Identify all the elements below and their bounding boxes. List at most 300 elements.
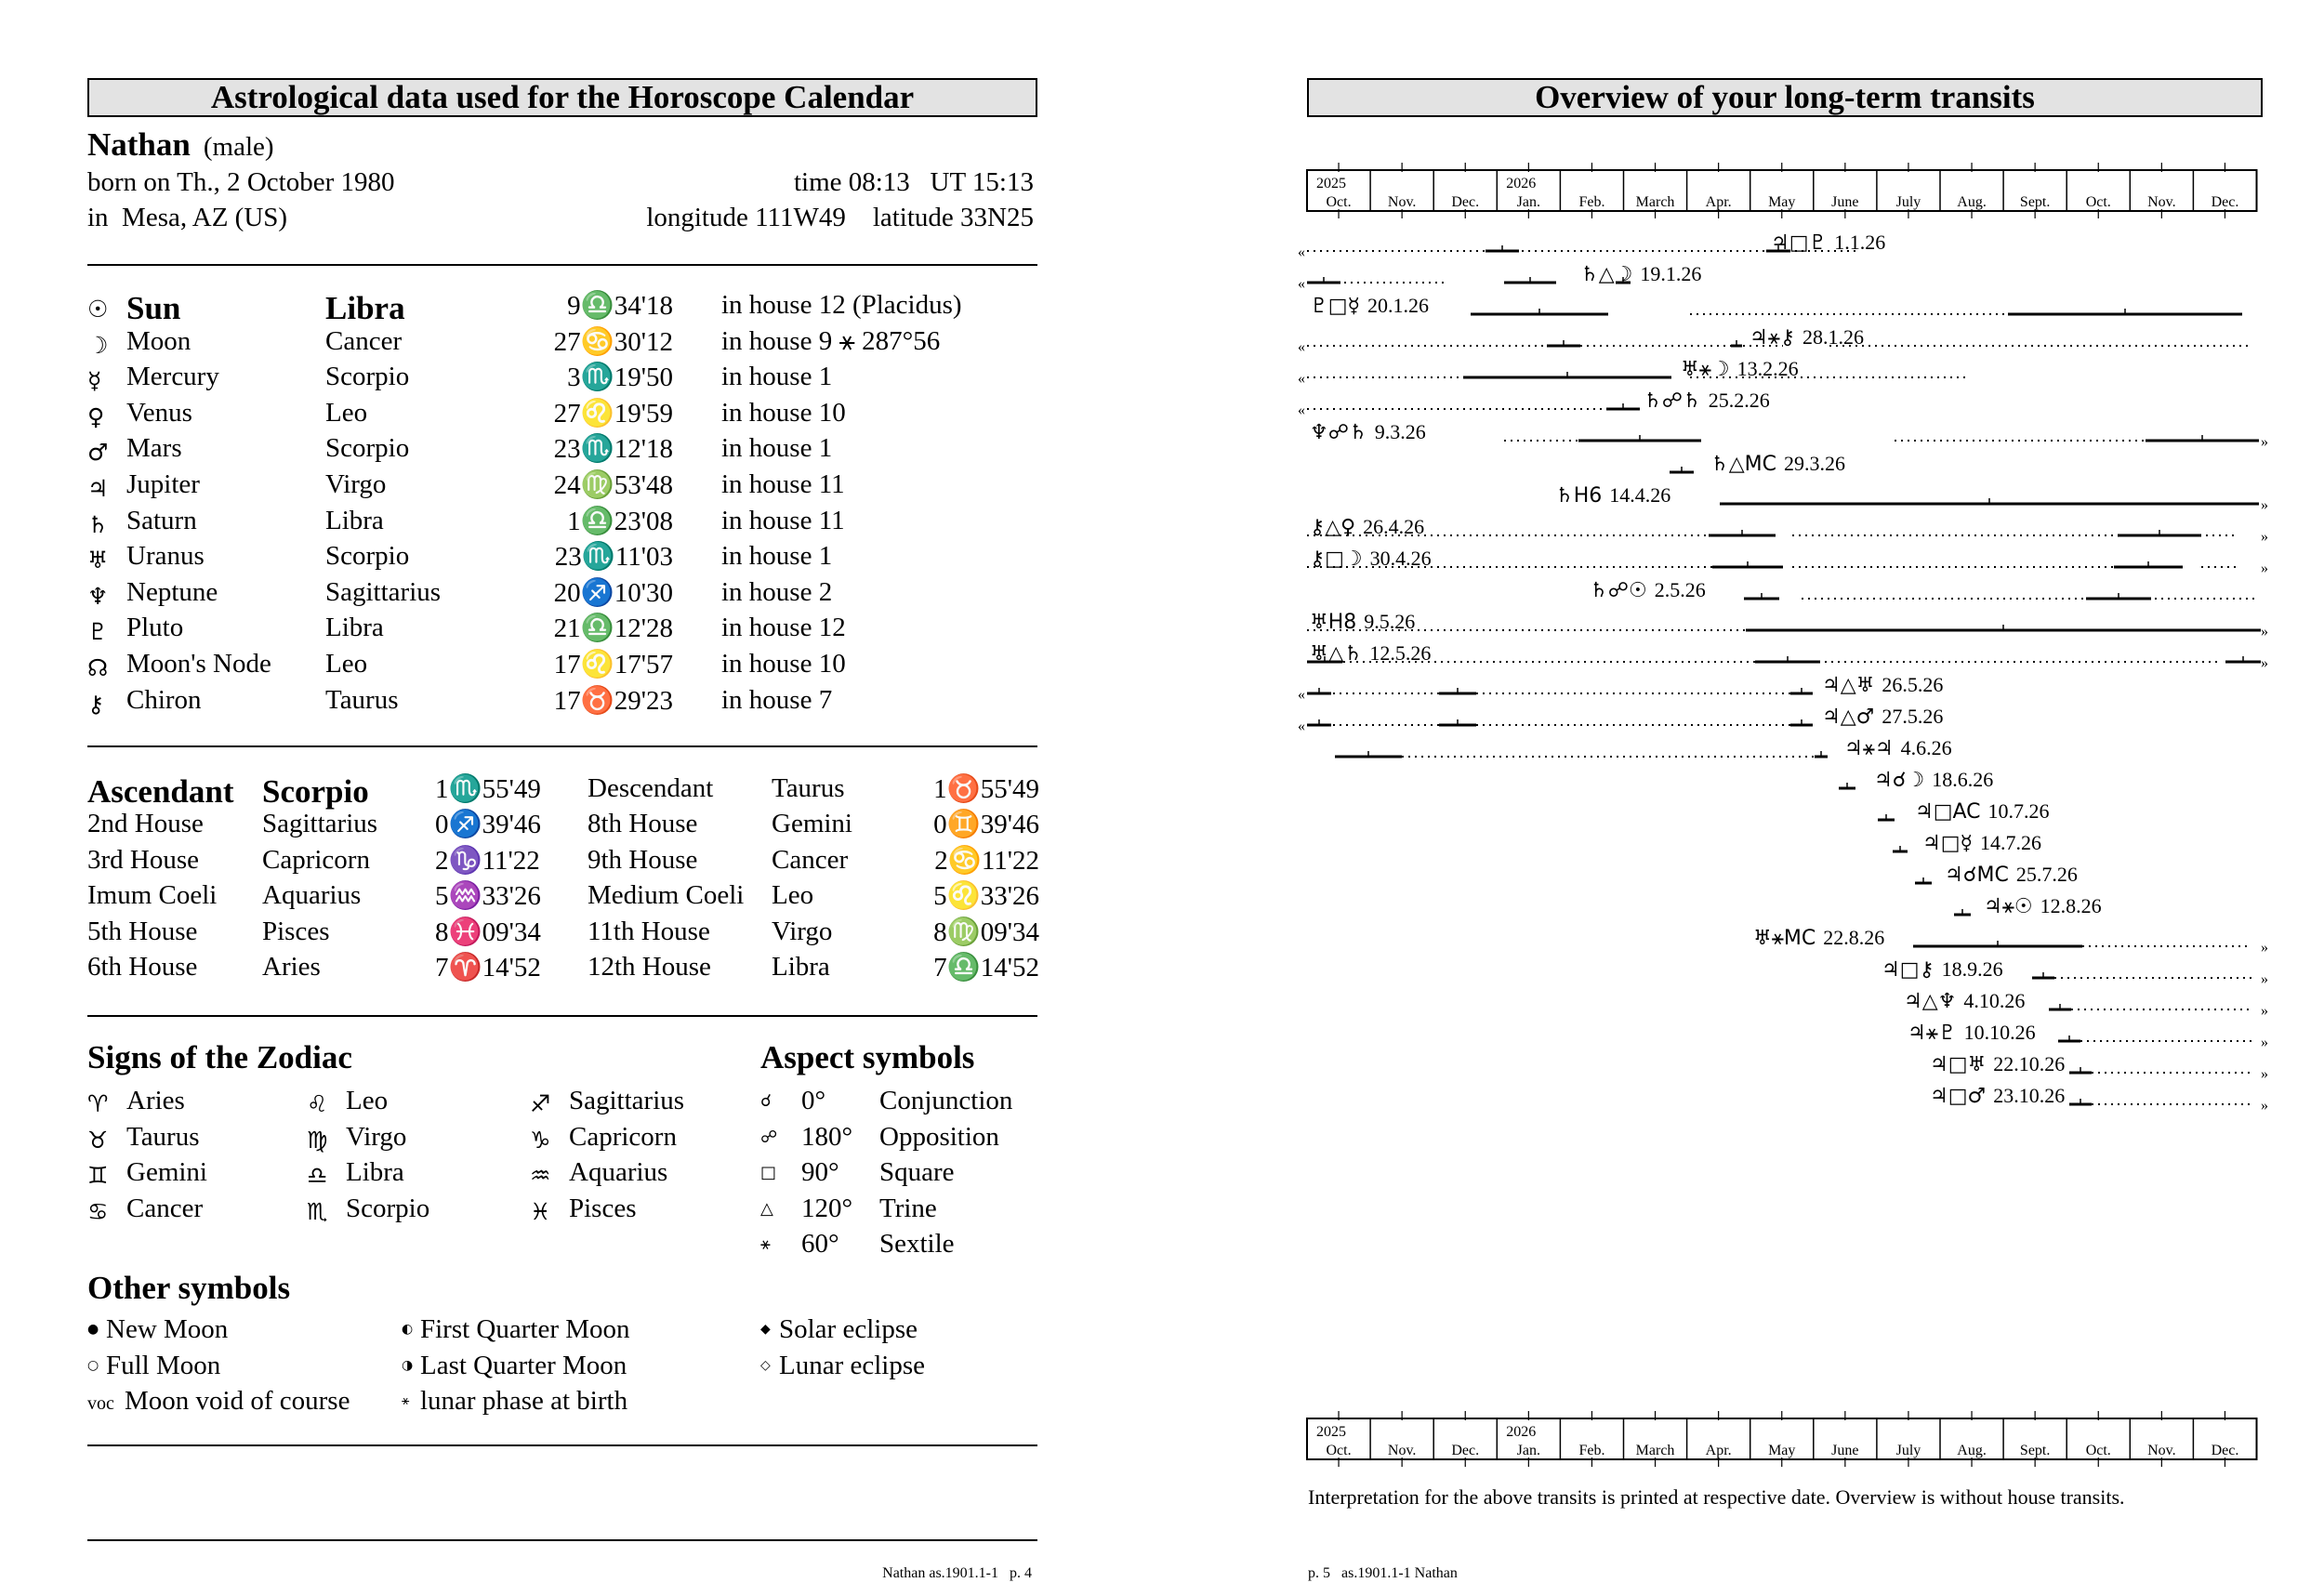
transit-label	[1930, 1052, 2065, 1076]
planet-position: 17♌17'57	[553, 650, 673, 679]
planet-sign: Libra	[325, 290, 405, 326]
planet-sign: Cancer	[325, 325, 403, 356]
house-sign-opposite: Gemini	[772, 809, 852, 839]
planet-glyph-icon: ♂	[87, 439, 109, 467]
aspect-degree: 120°	[801, 1193, 853, 1223]
year-label: 2026	[1506, 1424, 1537, 1440]
month-label: Oct.	[2085, 1443, 2111, 1458]
transit-label	[1310, 294, 1429, 318]
month-header-top	[1301, 163, 2268, 228]
continues-right-marker: »	[2261, 1066, 2268, 1082]
house-sign: Aries	[262, 952, 321, 982]
transit-label	[1904, 989, 2025, 1013]
transit-aspect-icon: ♅H8	[1310, 611, 1357, 634]
house-sign-opposite: Virgo	[772, 916, 833, 946]
transit-date: 23.10.26	[1993, 1084, 2066, 1107]
month-label: Oct.	[2085, 194, 2111, 210]
house-name-opposite: 9th House	[588, 844, 698, 875]
other-symbol-label: Lunar eclipse	[779, 1350, 926, 1380]
planet-glyph-icon: ♃	[87, 475, 109, 502]
planet-sign: Leo	[325, 649, 368, 679]
house-position: 0♐39'46	[435, 810, 541, 840]
planet-name: Mercury	[126, 362, 219, 392]
zodiac-sign-icon: ♌	[307, 1090, 328, 1117]
continues-left-marker: «	[1298, 276, 1305, 292]
month-label: Apr.	[1705, 194, 1732, 210]
house-sign: Pisces	[262, 916, 330, 946]
planet-glyph-icon: ♄	[87, 510, 109, 538]
transit-date: 26.5.26	[1882, 673, 1944, 696]
house-position-opposite: 5♌33'26	[933, 881, 1039, 912]
month-label: June	[1831, 194, 1859, 210]
transit-date: 12.8.26	[2040, 894, 2102, 917]
continues-left-marker: «	[1298, 719, 1305, 734]
other-symbol-label: Full Moon	[106, 1350, 221, 1380]
zodiac-sign-icon: ♏	[307, 1197, 328, 1225]
house-sign: Capricorn	[262, 844, 370, 875]
month-label: Feb.	[1578, 194, 1605, 210]
month-label: Dec.	[2211, 1443, 2239, 1458]
planet-sign: Libra	[325, 505, 384, 535]
house-name: 6th House	[87, 952, 198, 982]
transit-label	[1750, 325, 1864, 350]
year-label: 2025	[1316, 176, 1346, 191]
planet-glyph-icon: ♆	[87, 582, 109, 610]
continues-left-marker: «	[1298, 371, 1305, 387]
aspect-icon: △	[760, 1198, 773, 1219]
month-label: Aug.	[1957, 1443, 1987, 1458]
zodiac-sign-name: Aries	[126, 1086, 185, 1115]
other-symbol-label: lunar phase at birth	[420, 1386, 628, 1416]
planet-sign: Virgo	[325, 469, 387, 499]
planet-house: in house 1	[721, 541, 833, 572]
planet-glyph-icon: ☉	[87, 296, 109, 323]
other-symbol-label: Solar eclipse	[779, 1314, 918, 1344]
house-name-opposite: 12th House	[588, 952, 711, 982]
continues-right-marker: »	[2261, 434, 2268, 450]
house-position: 7♈14'52	[435, 953, 541, 983]
continues-left-marker: «	[1298, 402, 1305, 418]
transit-date: 18.6.26	[1932, 768, 1994, 791]
transit-label	[1310, 515, 1424, 539]
planet-house: in house 10	[721, 649, 846, 679]
planet-house: in house 1	[721, 433, 833, 464]
transit-label	[1822, 705, 1943, 729]
planet-sign: Leo	[325, 397, 368, 428]
planet-glyph-icon: ☿	[87, 367, 102, 395]
planet-sign: Sagittarius	[325, 576, 442, 607]
transit-date: 10.10.26	[1963, 1021, 2036, 1044]
transit-label	[1310, 420, 1426, 444]
house-name-opposite: Medium Coeli	[588, 880, 745, 911]
other-symbol-icon: ◆	[760, 1322, 771, 1337]
zodiac-sign-name: Pisces	[569, 1193, 637, 1223]
transit-aspect-icon: ♃△♅	[1822, 674, 1875, 697]
month-label: Nov.	[1387, 194, 1417, 210]
transit-aspect-icon: ♄H6	[1555, 484, 1603, 508]
transit-aspect-icon: ♄△MC	[1710, 453, 1776, 476]
month-label: May	[1768, 194, 1796, 210]
divider	[87, 264, 1037, 266]
aspect-name: Trine	[879, 1193, 937, 1223]
house-position-opposite: 1♉55'49	[933, 774, 1039, 804]
house-position: 8♓09'34	[435, 917, 541, 947]
divider	[87, 1444, 1037, 1446]
house-name: 3rd House	[87, 844, 200, 875]
aspect-icon: ☌	[760, 1091, 772, 1111]
transit-aspect-icon: ♃□☿	[1922, 832, 1974, 855]
other-symbol-icon: ◐	[402, 1322, 414, 1337]
zodiac-sign-icon: ♒	[530, 1162, 551, 1189]
transit-date: 28.1.26	[1802, 325, 1865, 349]
transit-aspect-icon: ♃□♇	[1771, 231, 1828, 255]
transit-label	[1882, 957, 2003, 982]
planet-glyph-icon: ♅	[87, 547, 109, 574]
aspect-icon: ⚹	[760, 1234, 771, 1254]
transit-date: 29.3.26	[1783, 452, 1845, 475]
transit-date: 20.1.26	[1367, 294, 1430, 317]
house-position: 1♏55'49	[435, 774, 541, 804]
transit-aspect-icon: ♃□⚷	[1882, 958, 1934, 982]
birth-place: in Mesa, AZ (US)	[87, 203, 288, 232]
transit-date: 14.4.26	[1609, 483, 1671, 507]
house-name: 5th House	[87, 916, 198, 946]
transit-date: 2.5.26	[1654, 578, 1706, 601]
month-label: Oct.	[1326, 1443, 1352, 1458]
month-label: Nov.	[1387, 1443, 1417, 1458]
zodiac-sign-icon: ♉	[87, 1126, 109, 1154]
transit-label	[1930, 1084, 2065, 1108]
house-position-opposite: 7♎14'52	[933, 953, 1039, 983]
transit-label	[1984, 894, 2102, 918]
aspect-degree: 0°	[801, 1086, 826, 1115]
planet-house: in house 12	[721, 613, 846, 643]
zodiac-sign-icon: ♑	[530, 1126, 551, 1154]
transit-aspect-icon: ♃⚹♇	[1908, 1022, 1957, 1045]
zodiac-sign-name: Sagittarius	[569, 1086, 685, 1115]
transit-aspect-icon: ♃△♂	[1822, 706, 1875, 729]
birth-date: born on Th., 2 October 1980	[87, 167, 395, 197]
transit-date: 25.2.26	[1708, 389, 1770, 412]
planet-position: 1♎23'08	[567, 506, 673, 536]
house-sign-opposite: Cancer	[772, 844, 849, 875]
planet-name: Mars	[126, 433, 182, 464]
transit-date: 9.3.26	[1374, 420, 1426, 443]
month-label: July	[1895, 1443, 1921, 1458]
zodiac-sign-icon: ♓	[530, 1197, 551, 1225]
month-label: Dec.	[1451, 1443, 1480, 1458]
zodiac-sign-name: Aquarius	[569, 1157, 668, 1187]
month-label: Dec.	[1451, 194, 1480, 210]
zodiac-sign-name: Cancer	[126, 1193, 204, 1223]
planet-sign: Scorpio	[325, 433, 410, 464]
planet-house: in house 11	[721, 505, 845, 535]
transit-label	[1555, 483, 1670, 508]
transit-aspect-icon: ⚷□☽	[1310, 547, 1363, 571]
other-symbol-icon: voc	[87, 1393, 114, 1414]
month-label: March	[1635, 194, 1675, 210]
month-label: Sept.	[2019, 194, 2051, 210]
aspect-degree: 60°	[801, 1229, 839, 1259]
month-label: Jan.	[1516, 194, 1541, 210]
transit-aspect-icon: ♃⚹☉	[1984, 895, 2033, 918]
overview-note: Interpretation for the above transits is printed at respective date. Overview is without house transits.	[1308, 1485, 2125, 1509]
zodiac-sign-name: Libra	[346, 1157, 404, 1187]
planet-name: Sun	[126, 290, 181, 326]
transit-aspect-icon: ♃□AC	[1915, 800, 1981, 824]
aspect-title: Aspect symbols	[760, 1039, 975, 1075]
transit-date: 10.7.26	[1987, 799, 2050, 823]
other-symbols-title: Other symbols	[87, 1270, 291, 1306]
transit-date: 22.10.26	[1993, 1052, 2066, 1075]
transit-aspect-icon: ♄△☽	[1580, 263, 1633, 286]
aspect-name: Opposition	[879, 1121, 999, 1152]
planet-house: in house 9 ⚹ 287°56	[721, 325, 941, 356]
house-sign-opposite: Taurus	[772, 773, 845, 803]
zodiac-sign-icon: ♎	[307, 1162, 328, 1189]
month-label: Nov.	[2147, 1443, 2176, 1458]
zodiac-title: Signs of the Zodiac	[87, 1039, 352, 1075]
planet-name: Saturn	[126, 505, 197, 535]
divider	[87, 745, 1037, 747]
planet-house: in house 7	[721, 684, 833, 715]
transit-date: 12.5.26	[1369, 641, 1432, 665]
other-symbol-icon: ◑	[402, 1357, 414, 1373]
year-label: 2025	[1316, 1424, 1346, 1440]
house-name: 2nd House	[87, 809, 204, 839]
month-label: May	[1768, 1443, 1796, 1458]
transit-aspect-icon: ♇□☿	[1310, 295, 1361, 318]
transit-date: 22.8.26	[1823, 926, 1885, 949]
transit-label	[1844, 736, 1952, 760]
transit-date: 19.1.26	[1640, 262, 1702, 285]
continues-right-marker: »	[2261, 561, 2268, 576]
planet-house: in house 1	[721, 362, 833, 392]
other-symbol-icon: ⚹	[402, 1393, 410, 1408]
house-position-opposite: 8♍09'34	[933, 917, 1039, 947]
month-label: Jan.	[1516, 1443, 1541, 1458]
transit-label	[1771, 231, 1885, 255]
transit-label	[1681, 357, 1799, 381]
planet-name: Chiron	[126, 684, 202, 715]
house-name-opposite: Descendant	[588, 773, 714, 803]
month-label: Feb.	[1578, 1443, 1605, 1458]
continues-left-marker: «	[1298, 687, 1305, 703]
transit-date: 4.6.26	[1900, 736, 1952, 759]
zodiac-sign-name: Virgo	[346, 1121, 407, 1152]
person-line	[87, 126, 274, 164]
other-symbol-icon: ◇	[760, 1357, 771, 1373]
transit-aspect-icon: ♃☌MC	[1945, 864, 2009, 887]
planet-name: Uranus	[126, 541, 205, 572]
divider	[87, 1539, 1037, 1541]
other-symbol-icon: ●	[87, 1322, 99, 1337]
zodiac-sign-name: Taurus	[126, 1121, 200, 1152]
continues-left-marker: «	[1298, 339, 1305, 355]
planet-sign: Scorpio	[325, 541, 410, 572]
planet-position: 27♌19'59	[553, 398, 673, 429]
planet-position: 27♋30'12	[553, 326, 673, 357]
zodiac-sign-icon: ♋	[87, 1197, 109, 1225]
planet-name: Pluto	[126, 613, 184, 643]
house-position: 2♑11'22	[435, 845, 540, 876]
other-symbol-label: Last Quarter Moon	[420, 1350, 627, 1380]
continues-right-marker: »	[2261, 1098, 2268, 1114]
transit-label	[1310, 641, 1431, 666]
continues-right-marker: »	[2261, 655, 2268, 671]
planet-position: 23♏12'18	[553, 434, 673, 465]
continues-right-marker: »	[2261, 497, 2268, 513]
month-label: Nov.	[2147, 194, 2176, 210]
house-position-opposite: 0♊39'46	[933, 810, 1039, 840]
planet-name: Jupiter	[126, 469, 200, 499]
right-page-title: Overview of your long-term transits	[1307, 78, 2263, 117]
planet-position: 21♎12'28	[553, 613, 673, 644]
transit-date: 26.4.26	[1363, 515, 1425, 538]
aspect-icon: □	[760, 1163, 777, 1182]
planet-sign: Libra	[325, 613, 384, 643]
zodiac-sign-name: Capricorn	[569, 1121, 677, 1152]
month-label: Dec.	[2211, 194, 2239, 210]
birth-coordinates: longitude 111W49 latitude 33N25	[646, 203, 1034, 232]
aspect-icon: ☍	[760, 1127, 778, 1147]
continues-right-marker: »	[2261, 624, 2268, 640]
transit-aspect-icon: ♅⚹MC	[1753, 927, 1816, 950]
planet-position: 17♉29'23	[553, 685, 673, 716]
transit-aspect-icon: ♃⚹♃	[1844, 737, 1894, 760]
zodiac-sign-name: Leo	[346, 1086, 389, 1115]
month-label: March	[1635, 1443, 1675, 1458]
month-label: June	[1831, 1443, 1859, 1458]
aspect-name: Square	[879, 1157, 955, 1187]
continues-left-marker: «	[1298, 244, 1305, 260]
zodiac-sign-name: Gemini	[126, 1157, 207, 1187]
house-name-opposite: 11th House	[588, 916, 710, 946]
zodiac-sign-name: Scorpio	[346, 1193, 430, 1223]
transit-date: 9.5.26	[1364, 610, 1416, 633]
planet-house: in house 10	[721, 397, 846, 428]
transit-label	[1922, 831, 2041, 855]
planet-glyph-icon: ☊	[87, 654, 109, 681]
house-name: Ascendant	[87, 773, 234, 810]
left-page-title: Astrological data used for the Horoscope Calendar	[87, 78, 1037, 117]
month-header-bottom	[1301, 1411, 2268, 1476]
zodiac-sign-icon: ♈	[87, 1090, 109, 1117]
aspect-name: Conjunction	[879, 1086, 1013, 1115]
transit-aspect-icon: ♃□♅	[1930, 1053, 1987, 1076]
house-name: Imum Coeli	[87, 880, 218, 911]
planet-position: 20♐10'30	[553, 577, 673, 608]
transit-date: 18.9.26	[1941, 957, 2003, 981]
planet-house: in house 11	[721, 469, 845, 499]
transit-label	[1710, 452, 1845, 476]
person-name: Nathan	[87, 126, 191, 163]
left-page-footer: Nathan as.1901.1-1 p. 4	[882, 1565, 1032, 1581]
month-label: Oct.	[1326, 194, 1352, 210]
transit-date: 25.7.26	[2015, 863, 2078, 886]
planet-glyph-icon: ⚷	[87, 690, 105, 718]
continues-right-marker: »	[2261, 1035, 2268, 1050]
right-page-footer: p. 5 as.1901.1-1 Nathan	[1308, 1565, 1458, 1581]
transit-aspect-icon: ♃□♂	[1930, 1085, 1987, 1108]
planet-sign: Taurus	[325, 684, 399, 715]
house-name-opposite: 8th House	[588, 809, 698, 839]
aspect-name: Sextile	[879, 1229, 955, 1259]
zodiac-sign-icon: ♐	[530, 1090, 551, 1117]
planet-name: Venus	[126, 397, 192, 428]
transit-label	[1644, 389, 1770, 413]
transit-label	[1310, 547, 1432, 571]
transit-date: 30.4.26	[1369, 547, 1432, 570]
house-sign: Sagittarius	[262, 809, 378, 839]
transit-aspect-icon: ♃△♆	[1904, 990, 1957, 1013]
planet-name: Moon's Node	[126, 649, 271, 679]
transit-label	[1753, 926, 1884, 950]
transit-label	[1822, 673, 1943, 697]
planet-glyph-icon: ☽	[87, 331, 109, 359]
year-label: 2026	[1506, 176, 1537, 191]
house-sign: Aquarius	[262, 880, 362, 911]
house-position: 5♒33'26	[435, 881, 541, 912]
transit-aspect-icon: ♄☍☉	[1590, 579, 1647, 602]
house-sign: Scorpio	[262, 773, 369, 810]
aspect-degree: 180°	[801, 1121, 853, 1152]
other-symbol-label: Moon void of course	[125, 1386, 350, 1416]
planet-name: Moon	[126, 325, 191, 356]
planet-house: in house 12 (Placidus)	[721, 290, 962, 320]
transit-date: 14.7.26	[1980, 831, 2042, 854]
continues-right-marker: »	[2261, 1003, 2268, 1019]
month-label: Sept.	[2019, 1443, 2051, 1458]
transit-label	[1874, 768, 1993, 792]
aspect-degree: 90°	[801, 1157, 839, 1187]
transit-label	[1590, 578, 1706, 602]
continues-right-marker: »	[2261, 971, 2268, 987]
transit-aspect-icon: ♃⚹⚷	[1750, 326, 1796, 350]
house-sign-opposite: Leo	[772, 880, 814, 911]
transit-label	[1908, 1021, 2036, 1045]
planet-glyph-icon: ♇	[87, 618, 109, 646]
transit-date: 13.2.26	[1736, 357, 1799, 380]
transit-date: 27.5.26	[1882, 705, 1944, 728]
other-symbol-label: New Moon	[106, 1314, 229, 1344]
transit-label	[1580, 262, 1701, 286]
planet-position: 3♏19'50	[567, 363, 673, 393]
planet-name: Neptune	[126, 576, 218, 607]
zodiac-sign-icon: ♊	[87, 1162, 109, 1189]
continues-right-marker: »	[2261, 529, 2268, 545]
transit-label	[1310, 610, 1415, 634]
month-label: July	[1895, 194, 1921, 210]
transit-label	[1915, 799, 2050, 824]
transit-aspect-icon: ♅△♄	[1310, 642, 1363, 666]
transit-aspect-icon: ♄☍♄	[1644, 389, 1701, 413]
zodiac-sign-icon: ♍	[307, 1126, 328, 1154]
month-label: Apr.	[1705, 1443, 1732, 1458]
person-gender: (male)	[203, 132, 274, 162]
transit-aspect-icon: ♆☍♄	[1310, 421, 1367, 444]
other-symbol-label: First Quarter Moon	[420, 1314, 630, 1344]
transit-aspect-icon: ⚷△♀	[1310, 516, 1356, 539]
transit-date: 4.10.26	[1963, 989, 2026, 1012]
house-sign-opposite: Libra	[772, 952, 830, 982]
transit-label	[1945, 863, 2078, 887]
house-position-opposite: 2♋11'22	[934, 845, 1039, 876]
month-label: Aug.	[1957, 194, 1987, 210]
planet-position: 24♍53'48	[553, 470, 673, 500]
continues-right-marker: »	[2261, 940, 2268, 956]
other-symbol-icon: ○	[87, 1357, 99, 1373]
